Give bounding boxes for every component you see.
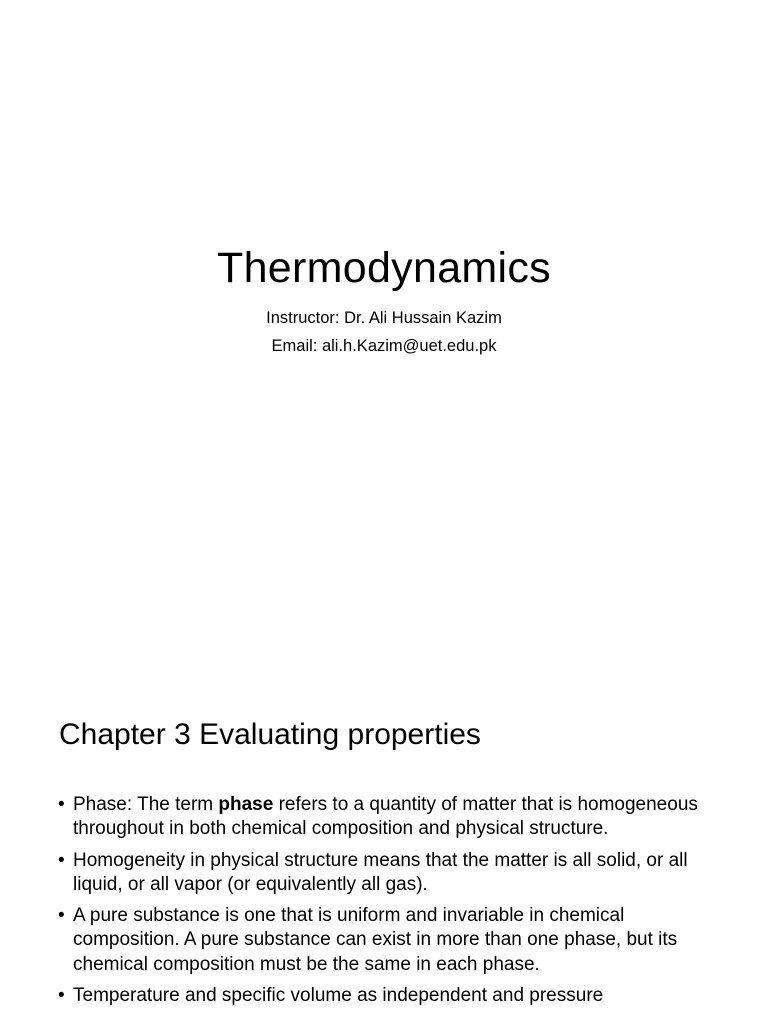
bullet-item-temperature <box>58 984 718 1008</box>
content-slide <box>0 690 768 1024</box>
bullet-dot: • <box>58 794 65 815</box>
bullet-text: Homogeneity in physical structure means that the matter is all solid, or all liquid, or all vapor (or equivalently all gas). <box>73 849 688 895</box>
bullet-dot: • <box>58 849 65 871</box>
email-line: Email: ali.h.Kazim@uet.edu.pk <box>271 337 497 355</box>
bullet-list <box>58 793 718 1015</box>
bullet-item-homogeneity <box>58 849 718 898</box>
slide-title: Thermodynamics <box>217 244 551 292</box>
bullet-text: A pure substance is one that is uniform and invariable in chemical composition. A pure substance can exist in more than one phase, but its chemical composition must be the same in each phase. <box>73 905 678 975</box>
bullet-item-pure-substance <box>58 904 718 977</box>
chapter-heading: Chapter 3 Evaluating properties <box>59 718 481 751</box>
bullet-dot: • <box>58 985 65 1007</box>
bullet-text: Temperature and specific volume as independent and pressure <box>73 985 604 1007</box>
bullet-text-suffix: refers to a quantity of matter that is homogeneous throughout in both chemical composition and physical structure. <box>73 794 698 840</box>
bullet-item-phase <box>58 793 718 842</box>
instructor-line: Instructor: Dr. Ali Hussain Kazim <box>266 309 502 327</box>
bullet-text-bold-term: phase <box>218 794 274 815</box>
bullet-dot: • <box>58 905 65 927</box>
bullet-text-prefix: Phase: The term <box>73 794 219 815</box>
